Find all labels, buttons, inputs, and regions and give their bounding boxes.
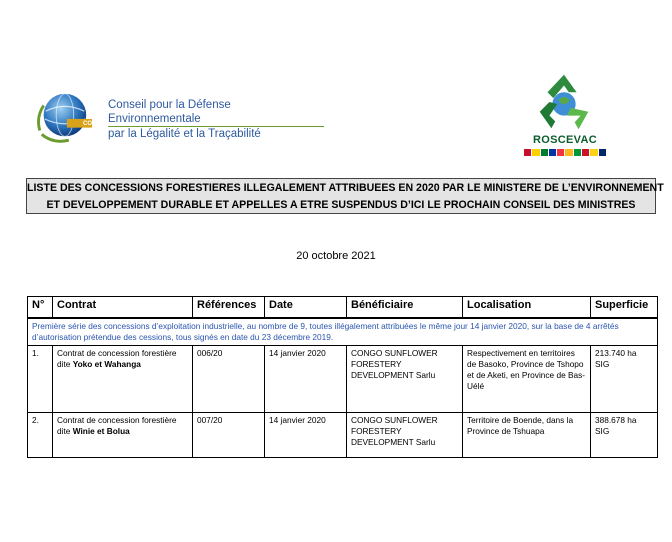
row-reference: 007/20 xyxy=(193,413,265,458)
row-contrat xyxy=(53,413,193,458)
codelt-org-line2: par la Légalité et la Traçabilité xyxy=(108,128,261,140)
row-superficie: 213.740 ha SIG xyxy=(591,346,658,413)
col-header-beneficiaire: Bénéficiaire xyxy=(347,297,463,319)
row-date: 14 janvier 2020 xyxy=(265,346,347,413)
row-superficie: 388.678 ha SIG xyxy=(591,413,658,458)
row-num: 2. xyxy=(28,413,53,458)
row-beneficiaire: CONGO SUNFLOWER FORESTERY DEVELOPMENT Sarlu xyxy=(347,346,463,413)
row-beneficiaire: CONGO SUNFLOWER FORESTERY DEVELOPMENT Sarlu xyxy=(347,413,463,458)
col-header-date: Date xyxy=(265,297,347,319)
col-header-localisation: Localisation xyxy=(463,297,591,319)
series-note-row xyxy=(28,318,658,346)
document-date: 20 octobre 2021 xyxy=(296,250,376,262)
col-header-contrat: Contrat xyxy=(53,297,193,319)
col-header-num: N° xyxy=(28,297,53,319)
roscevac-name: ROSCEVAC xyxy=(533,134,597,146)
row-contrat xyxy=(53,346,193,413)
document-title xyxy=(26,178,664,214)
roscevac-logo xyxy=(518,72,614,162)
title-line1: LISTE DES CONCESSIONS FORESTIERES ILLEGALEMENT ATTRIBUEES EN 2020 PAR LE MINISTERE DE L’ENVIRONNEMENT xyxy=(27,182,664,194)
series-note: Première série des concessions d’exploitation industrielle, au nombre de 9, toutes illégalement attribuées le même jour 14 janvier 2020, sur la base de 4 arrêtés d’autorisation prétendue des cessions, tous signés en date du 23 décembre 2019. xyxy=(28,318,658,346)
codelt-logo xyxy=(24,84,324,154)
col-header-superficie: Superficie xyxy=(591,297,658,319)
col-header-references: Références xyxy=(193,297,265,319)
contrat-prefix: Contrat de concession forestière dite xyxy=(57,348,177,369)
row-num: 1. xyxy=(28,346,53,413)
recycle-icon xyxy=(530,72,598,132)
row-localisation: Territoire de Boende, dans la Province de Tshuapa xyxy=(463,413,591,458)
contrat-prefix: Contrat de concession forestière dite xyxy=(57,415,177,436)
flags-strip xyxy=(524,149,606,156)
row-reference: 006/20 xyxy=(193,346,265,413)
codelt-org-name xyxy=(108,98,324,141)
row-localisation: Respectivement en territoires de Basoko, Province de Tshopo et de Aketi, en Province de Bas-Uélé xyxy=(463,346,591,413)
contrat-name: Yoko et Wahanga xyxy=(72,359,141,369)
globe-icon xyxy=(34,88,92,146)
codelt-org-line1: Conseil pour la Défense Environnementale xyxy=(108,98,324,127)
table-row xyxy=(28,413,658,458)
table-row xyxy=(28,346,658,413)
concessions-table xyxy=(27,296,658,458)
codelt-badge: CODELT xyxy=(83,121,108,127)
row-date: 14 janvier 2020 xyxy=(265,413,347,458)
table-header-row xyxy=(28,297,658,319)
title-line2: ET DEVELOPPEMENT DURABLE ET APPELLES A ETRE SUSPENDUS D’ICI LE PROCHAIN CONSEIL DES MINISTRES xyxy=(46,199,636,211)
contrat-name: Winie et Bolua xyxy=(72,426,130,436)
